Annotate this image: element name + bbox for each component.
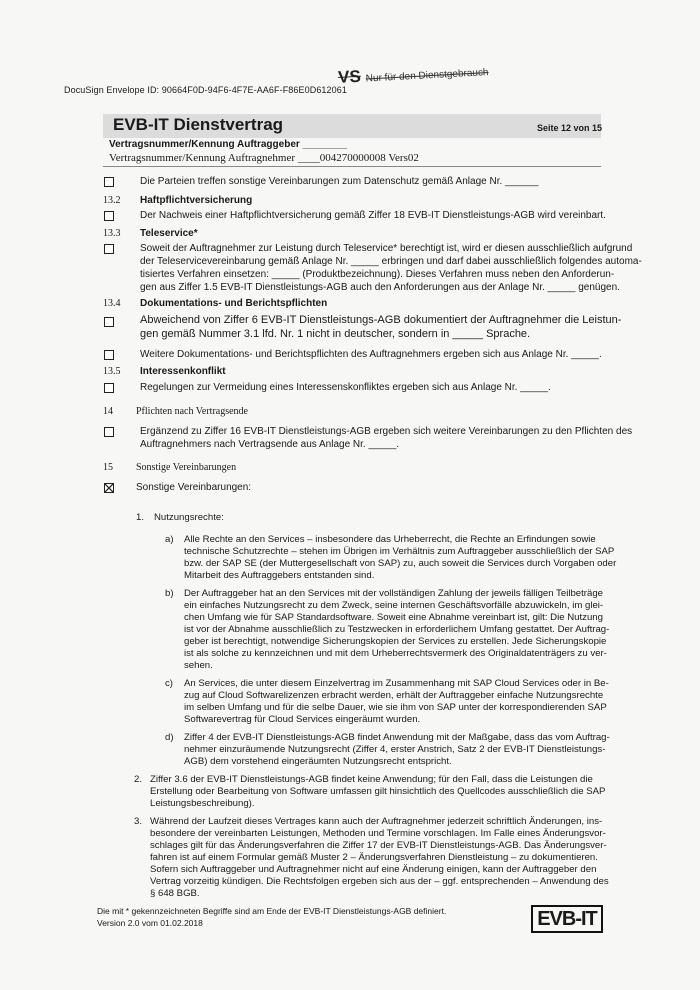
sub-b-line-1: Der Auftraggeber hat an den Services mit der vollständigen Zahlung der jeweils fälligen Teilbeträge <box>184 588 603 599</box>
sub-a-line-1: Alle Rechte an den Services – insbesondere das Urheberrecht, die Rechte an Erfindungen sowie <box>184 534 596 545</box>
sub-c-line-2: zug auf Cloud Softwarelizenzen erbracht werden, erhält der Auftraggeber einfache Nutzungsrechte <box>184 690 604 701</box>
stamp-text: Nur für den Dienstgebrauch <box>365 67 489 85</box>
interessenkonflikt-text: Regelungen zur Vermeidung eines Interessenskonfliktes ergeben sich aus Anlage Nr. _____. <box>140 382 551 393</box>
list-number-1: 1. <box>136 512 145 523</box>
section-number-13-5: 13.5 <box>103 366 121 377</box>
teleservice-line-2: der Teleservicevereinbarung gemäß Anlage Nr. _____ erbringen und darf dabei ausschließlich folgendes automa- <box>140 256 642 267</box>
envelope-id: DocuSign Envelope ID: 90664F0D-94F6-4F7E-AA6F-F86E0D612061 <box>64 85 347 95</box>
list-title-1: Nutzungsrechte: <box>154 512 224 523</box>
teleservice-line-3: tisiertes Verfahren einsetzen: _____ (Produktbezeichnung). Dieses Verfahren muss neben den Anforderun- <box>140 269 615 280</box>
item-3-line-6: Vertrag vorzeitig kündigen. Die Rechtsfolgen ergeben sich aus der – ggf. entsprechenden – Anwendung des <box>150 876 609 887</box>
section-title-13-5: Interessenkonflikt <box>140 366 226 377</box>
sub-b-line-7: sehen. <box>184 660 213 671</box>
contract-number-client: Vertragsnummer/Kennung Auftraggeber ________ <box>109 139 348 150</box>
list-number-2: 2. <box>134 774 143 785</box>
sub-b-line-4: ist vor der Abnahme ausschließlich zu Testzwecken in erforderlichem Umfang gestattet. Der Auftrag- <box>184 624 610 635</box>
sub-d-line-1: Ziffer 4 der EVB-IT Dienstleistungs-AGB findet Anwendung mit der Maßgabe, dass das vom Auftrag- <box>184 732 610 743</box>
document-title: EVB-IT Dienstvertrag <box>113 115 284 134</box>
item-3-line-2: besondere der vereinbarten Leistungen, Methoden und Termine vorschlagen. Im Falle eines Änderungsvor- <box>150 828 606 839</box>
classification-stamp <box>338 60 489 88</box>
vertragsende-line-1: Ergänzend zu Ziffer 16 EVB-IT Dienstleistungs-AGB ergeben sich weitere Vereinbarungen zu den Pflichten des <box>140 426 633 437</box>
item-3-line-1: Während der Laufzeit dieses Vertrages kann auch der Auftragnehmer jederzeit schriftlich Änderungen, ins- <box>150 816 603 827</box>
sub-b-line-2: ein einfaches Nutzungsrecht zu dem Zweck, seine internen Geschäftsvorfälle abzuwickeln, im glei- <box>184 600 604 611</box>
sub-c-line-3: im selben Umfang und für die selbe Dauer, wie sie ihm von SAP unter der korrespondierenden SAP <box>184 702 607 713</box>
sub-a-line-4: Mitarbeit des Auftraggebers entstanden sind. <box>184 570 375 581</box>
sonstige-text: Sonstige Vereinbarungen: <box>136 482 252 493</box>
stamp-vs: VS <box>337 66 362 87</box>
sub-b-line-3: chen Umfang wie für SAP Standardsoftware. Soweit eine Abnahme vereinbart ist, gilt: Die Nutzung <box>184 612 603 623</box>
item-3-line-3: schlages gilt für das Änderungsverfahren die Ziffer 17 der EVB-IT Dienstleistungs-AGB. Das Änderungsver- <box>150 840 607 851</box>
item-3-line-4: fahren ist auf einem Formular gemäß Muster 2 – Änderungsverfahren Dienstleistung – zu dokumentieren. <box>150 852 598 863</box>
item-3-line-7: § 648 BGB. <box>150 888 200 899</box>
section-number-13-2: 13.2 <box>103 195 121 206</box>
dokumentation-line-3: Weitere Dokumentations- und Berichtspflichten des Auftragnehmers ergeben sich aus Anlage Nr. _____. <box>140 349 602 360</box>
sub-label-b: b) <box>165 588 174 599</box>
section-title-13-4: Dokumentations- und Berichtspflichten <box>140 298 328 309</box>
evb-it-logo: EVB-IT <box>531 905 603 933</box>
sub-d-line-3: AGB) dem vorstehend eingeräumten Nutzungsrecht entspricht. <box>184 756 452 767</box>
header-divider <box>103 166 601 167</box>
sub-c-line-4: Softwarevertrag für Cloud Services eingeräumt wurden. <box>184 714 421 725</box>
item-3-line-5: Sofern sich Auftraggeber und Auftragnehmer nicht auf eine Änderung einigen, kann der Auftraggeber den <box>150 864 597 875</box>
dokumentation-line-1: Abweichend von Ziffer 6 EVB-IT Dienstleistungs-AGB dokumentiert der Auftragnehmer die Leistun- <box>140 314 622 326</box>
checkbox-teleservice[interactable] <box>104 244 114 254</box>
list-number-3: 3. <box>134 816 143 827</box>
sub-c-line-1: An Services, die unter diesem Einzelvertrag im Zusammenhang mit SAP Cloud Services oder in Be- <box>184 678 609 689</box>
sub-a-line-3: bzw. der SAP SE (der Muttergesellschaft von SAP) zu, auch soweit die Services durch Vorgaben oder <box>184 558 617 569</box>
section-title-13-2: Haftpflichtversicherung <box>140 195 253 206</box>
sub-label-a: a) <box>165 534 174 545</box>
dokumentation-line-2: gen gemäß Nummer 3.1 lfd. Nr. 1 nicht in deutscher, sondern in _____ Sprache. <box>140 328 531 340</box>
section-title-13-3: Teleservice* <box>140 228 198 239</box>
footer-note: Die mit * gekennzeichneten Begriffe sind am Ende der EVB-IT Dienstleistungs-AGB definiert. <box>97 906 447 916</box>
checkbox-weitere-dokumentation[interactable] <box>104 350 114 360</box>
teleservice-line-1: Soweit der Auftragnehmer zur Leistung durch Teleservice* berechtigt ist, wird er diesen ausschließlich aufgrund <box>140 243 633 254</box>
section-title-15: Sonstige Vereinbarungen <box>136 462 237 473</box>
footer-version: Version 2.0 vom 01.02.2018 <box>97 918 203 928</box>
item-2-line-3: Leistungsbeschreibung). <box>150 798 255 809</box>
item-2-line-1: Ziffer 3.6 der EVB-IT Dienstleistungs-AGB findet keine Anwendung; für den Fall, dass die Leistungen die <box>150 774 593 785</box>
checkbox-sonstige-checked[interactable] <box>104 483 114 493</box>
checkbox-dokumentation-sprache[interactable] <box>104 317 114 327</box>
section-title-14: Pflichten nach Vertragsende <box>136 406 248 417</box>
page-number: Seite 12 von 15 <box>537 123 603 133</box>
section-number-14: 14 <box>103 406 113 417</box>
sub-b-line-5: geber ist berechtigt, notwendige Sicherungskopien der Services zu erstellen. Jede Sicherungskopie <box>184 636 607 647</box>
sub-d-line-2: nehmer einzuräumende Nutzungsrecht (Ziffer 4, erster Anstrich, Satz 2 der EVB-IT Dienstleistungs- <box>184 744 606 755</box>
contract-number-contractor: Vertragsnummer/Kennung Auftragnehmer ____004270000008 Vers02 <box>109 152 419 164</box>
checkbox-vertragsende[interactable] <box>104 427 114 437</box>
checkbox-interessenkonflikt[interactable] <box>104 383 114 393</box>
haftpflicht-text: Der Nachweis einer Haftpflichtversicherung gemäß Ziffer 18 EVB-IT Dienstleistungs-AGB wird vereinbart. <box>140 210 606 221</box>
datenschutz-text: Die Parteien treffen sonstige Vereinbarungen zum Datenschutz gemäß Anlage Nr. ______ <box>140 176 539 187</box>
checkbox-haftpflicht[interactable] <box>104 211 114 221</box>
sub-label-d: d) <box>165 732 174 743</box>
teleservice-line-4: gen aus Ziffer 1.5 EVB-IT Dienstleistungs-AGB auch den Anforderungen aus der Anlage Nr. _____ genügen. <box>140 282 620 293</box>
checkbox-datenschutz[interactable] <box>104 177 114 187</box>
item-2-line-2: Erstellung oder Bearbeitung von Software umfassen gilt hinsichtlich des Quellcodes ausschließlich die SAP <box>150 786 606 797</box>
sub-b-line-6: ist als solche zu kennzeichnen und mit dem Urheberrechtsvermerk des Originaldatenträgers zu ver- <box>184 648 607 659</box>
section-number-15: 15 <box>103 462 113 473</box>
section-number-13-3: 13.3 <box>103 228 121 239</box>
section-number-13-4: 13.4 <box>103 298 121 309</box>
sub-label-c: c) <box>165 678 173 689</box>
sub-a-line-2: technische Schutzrechte – stehen im Übrigen im Verhältnis zum Auftraggeber ausschließlich der SAP <box>184 546 615 557</box>
vertragsende-line-2: Auftragnehmers nach Vertragsende aus Anlage Nr. _____. <box>140 439 400 450</box>
